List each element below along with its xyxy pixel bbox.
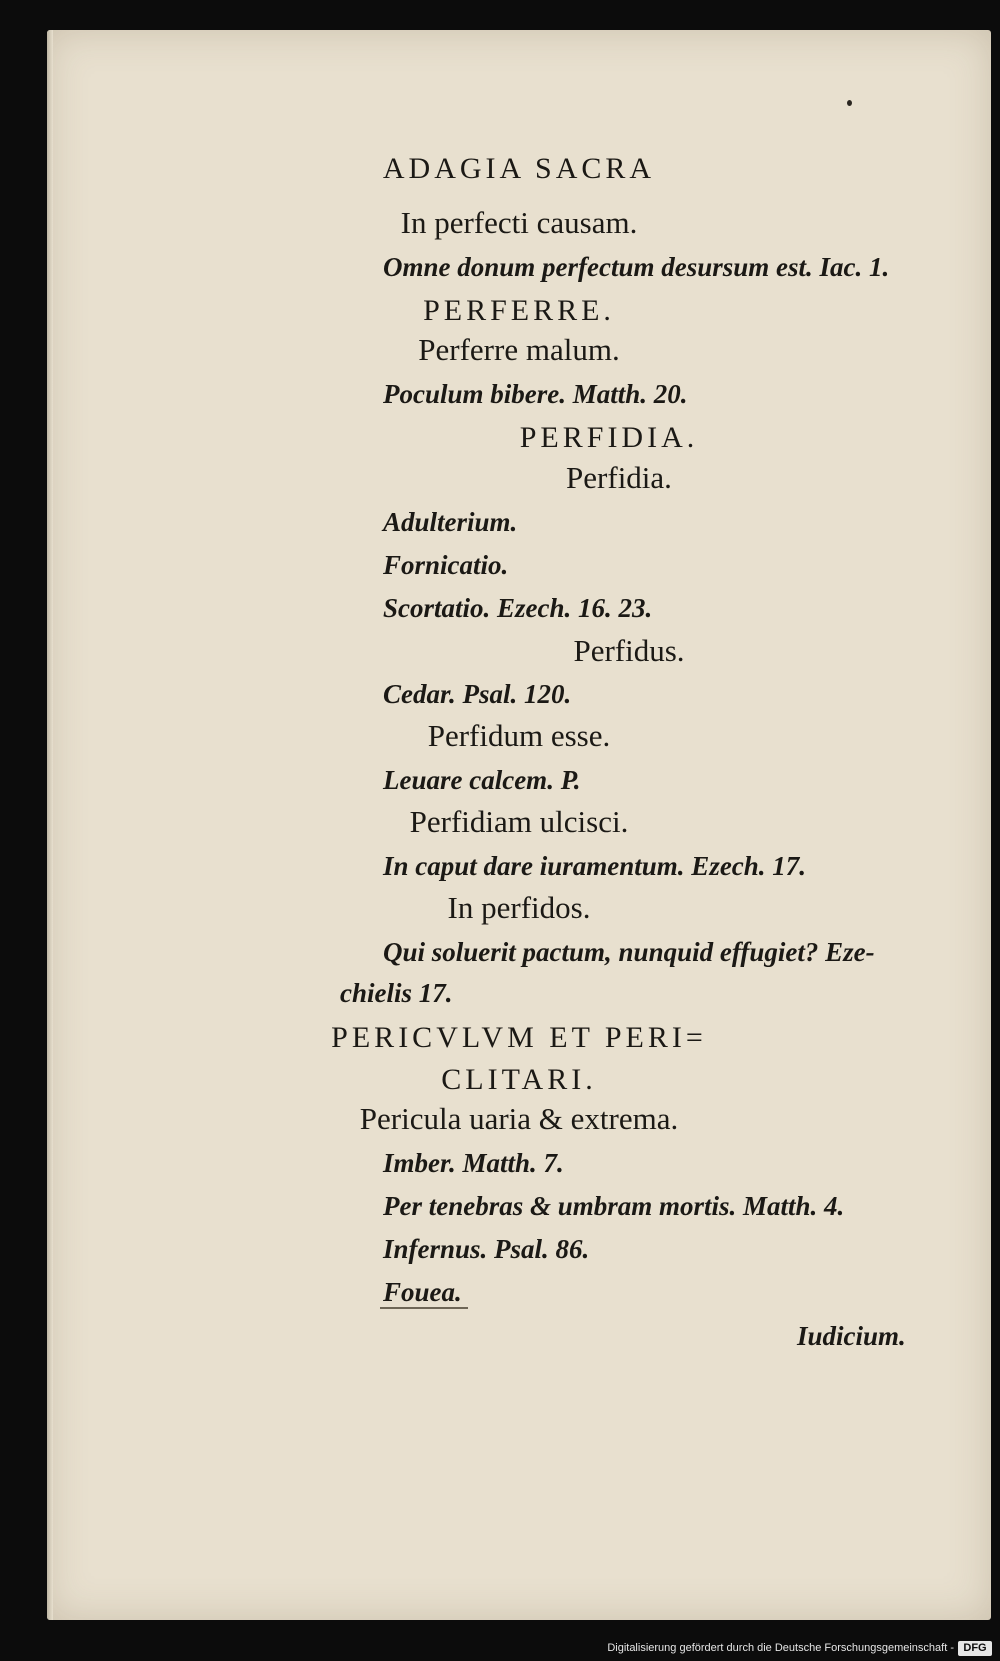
ink-speck [847,100,852,106]
entry-line: Adulterium. [383,507,518,537]
subheading: Pericula uaria & extrema. [359,1101,679,1136]
entry-line: Fornicatio. [383,550,509,580]
underline-rule [380,1307,468,1309]
subheading: Perfidum esse. [427,718,611,753]
entry-line: Per tenebras & umbram mortis. Matth. 4. [383,1191,845,1221]
entry-line: Leuare calcem. P. [383,765,581,795]
entry-line: Fouea. [383,1277,462,1307]
subheading: Perfidia. [566,460,672,495]
subheading: Perferre malum. [418,332,620,367]
subheading: In perfecti causam. [400,205,638,240]
dfg-logo-icon: DFG [958,1641,992,1656]
section-heading: PERFERRE. [423,294,615,327]
catchword: Iudicium. [797,1321,906,1351]
entry-line: Cedar. Psal. 120. [383,679,572,709]
footer-bar [0,1638,1000,1661]
section-heading: PERFIDIA. [519,421,699,454]
subheading: In perfidos. [447,890,591,925]
entry-line: Infernus. Psal. 86. [383,1234,590,1264]
footer-credit: Digitalisierung gefördert durch die Deutsche Forschungsgemeinschaft - [607,1642,954,1654]
entry-line: In caput dare iuramentum. Ezech. 17. [383,851,807,881]
entry-line: Omne donum perfectum desursum est. Iac. 1. [383,252,890,282]
running-header: ADAGIA SACRA [382,152,656,185]
subheading: Perfidus. [573,633,685,668]
entry-line: chielis 17. [340,978,453,1008]
section-heading: PERICVLVM ET PERI= [331,1021,707,1054]
entry-line: Scortatio. Ezech. 16. 23. [383,593,653,623]
entry-line: Qui soluerit pactum, nunquid effugiet? Eze- [383,937,875,967]
entry-line: Poculum bibere. Matth. 20. [383,379,688,409]
subheading: Perfidiam ulcisci. [409,804,629,839]
entry-line: Imber. Matth. 7. [383,1148,564,1178]
section-heading: CLITARI. [441,1063,597,1096]
